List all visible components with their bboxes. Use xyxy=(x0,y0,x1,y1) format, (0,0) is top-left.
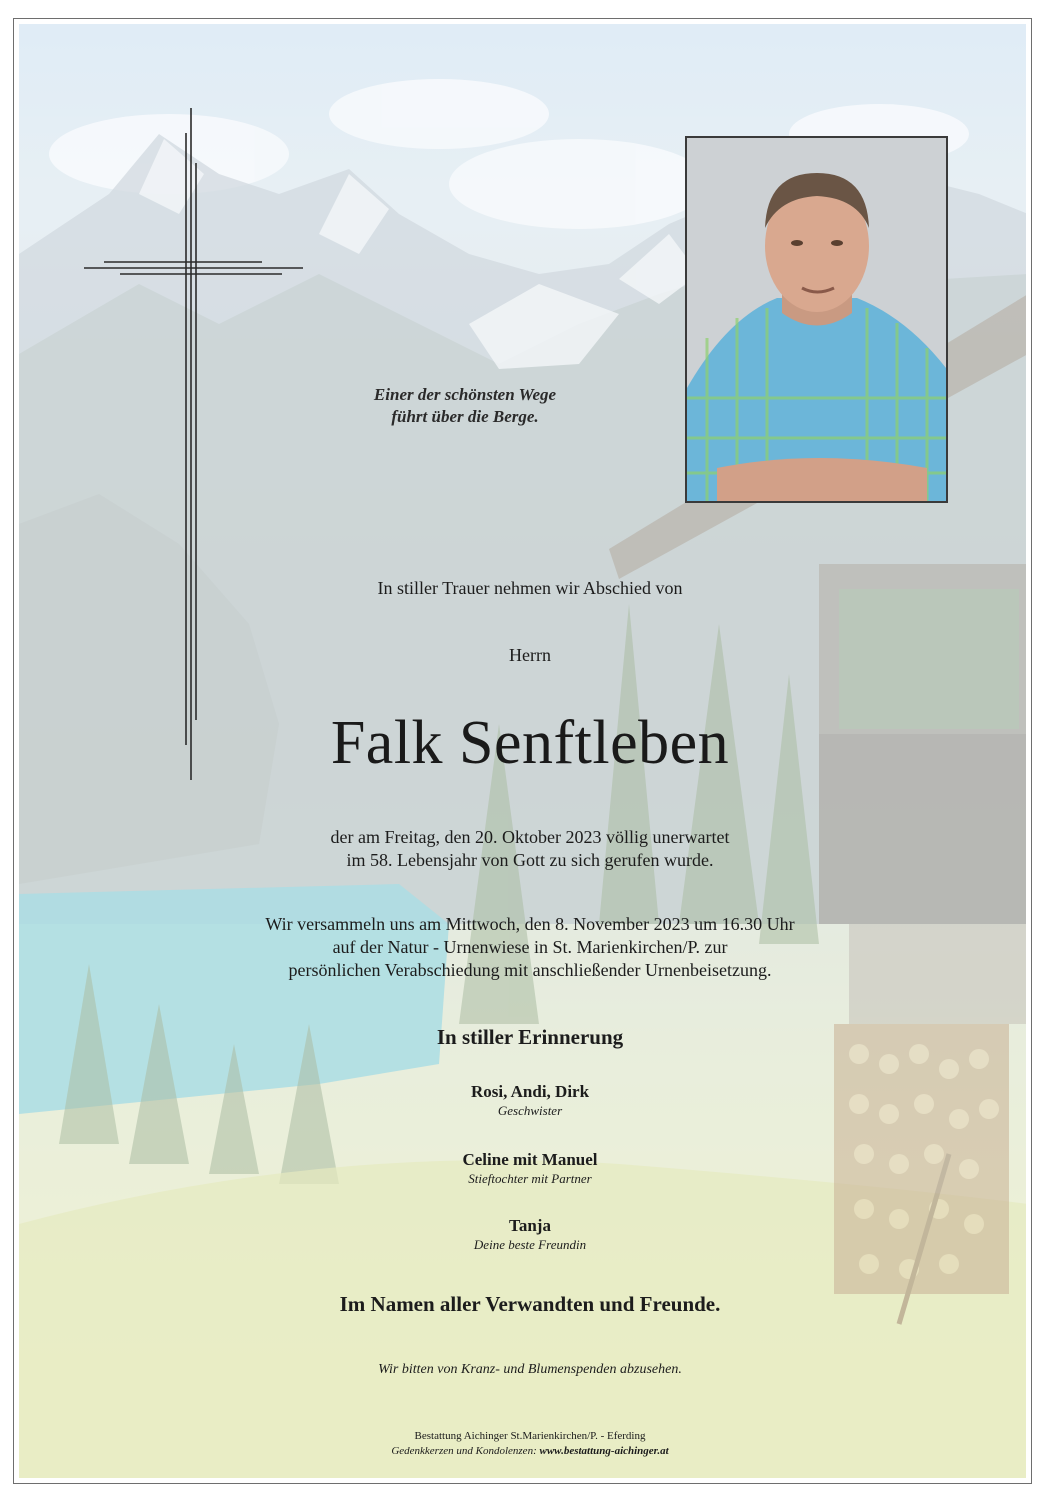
mourner-entry xyxy=(160,1082,900,1119)
mourner-name: Rosi, Andi, Dirk xyxy=(470,1082,590,1101)
condolence-link[interactable]: www.bestattung-aichinger.at xyxy=(539,1445,669,1457)
motto-line-2: führt über die Berge. xyxy=(391,407,539,426)
mourner-entry xyxy=(160,1216,900,1253)
mourner-name: Tanja xyxy=(509,1216,551,1235)
intro-text: In stiller Trauer nehmen wir Abschied von xyxy=(377,578,683,598)
portrait-photo xyxy=(685,136,948,503)
service-line-3: persönlichen Verabschiedung mit anschließender Urnenbeisetzung. xyxy=(288,960,772,980)
motto-line-1: Einer der schönsten Wege xyxy=(373,385,557,404)
memory-title: In stiller Erinnerung xyxy=(436,1025,624,1049)
deceased-name: Falk Senftleben xyxy=(330,709,730,777)
closing-line: Im Namen aller Verwandten und Freunde. xyxy=(339,1292,721,1316)
salutation: Herrn xyxy=(509,645,551,665)
mourner-entry xyxy=(160,1150,900,1187)
mourner-name: Celine mit Manuel xyxy=(462,1150,598,1169)
funeral-home-line: Bestattung Aichinger St.Marienkirchen/P. - Eferding xyxy=(414,1430,646,1442)
portrait-illustration xyxy=(687,138,946,501)
service-details xyxy=(160,913,900,982)
service-line-1: Wir versammeln uns am Mittwoch, den 8. November 2023 um 16.30 Uhr xyxy=(265,914,795,934)
motto-quote xyxy=(300,384,630,428)
death-notice-line-2: im 58. Lebensjahr von Gott zu sich gerufen wurde. xyxy=(346,850,714,870)
mourner-relation: Stieftochter mit Partner xyxy=(468,1171,592,1186)
condolence-label: Gedenkkerzen und Kondolenzen: xyxy=(391,1445,540,1457)
death-notice xyxy=(160,826,900,872)
condolence-line xyxy=(160,1445,900,1457)
service-line-2: auf der Natur - Urnenwiese in St. Marienkirchen/P. zur xyxy=(332,937,728,957)
donation-request: Wir bitten von Kranz- und Blumenspenden abzusehen. xyxy=(378,1362,682,1377)
mourner-relation: Geschwister xyxy=(497,1103,563,1118)
death-notice-line-1: der am Freitag, den 20. Oktober 2023 völlig unerwartet xyxy=(330,827,730,847)
mourner-relation: Deine beste Freundin xyxy=(473,1237,587,1252)
